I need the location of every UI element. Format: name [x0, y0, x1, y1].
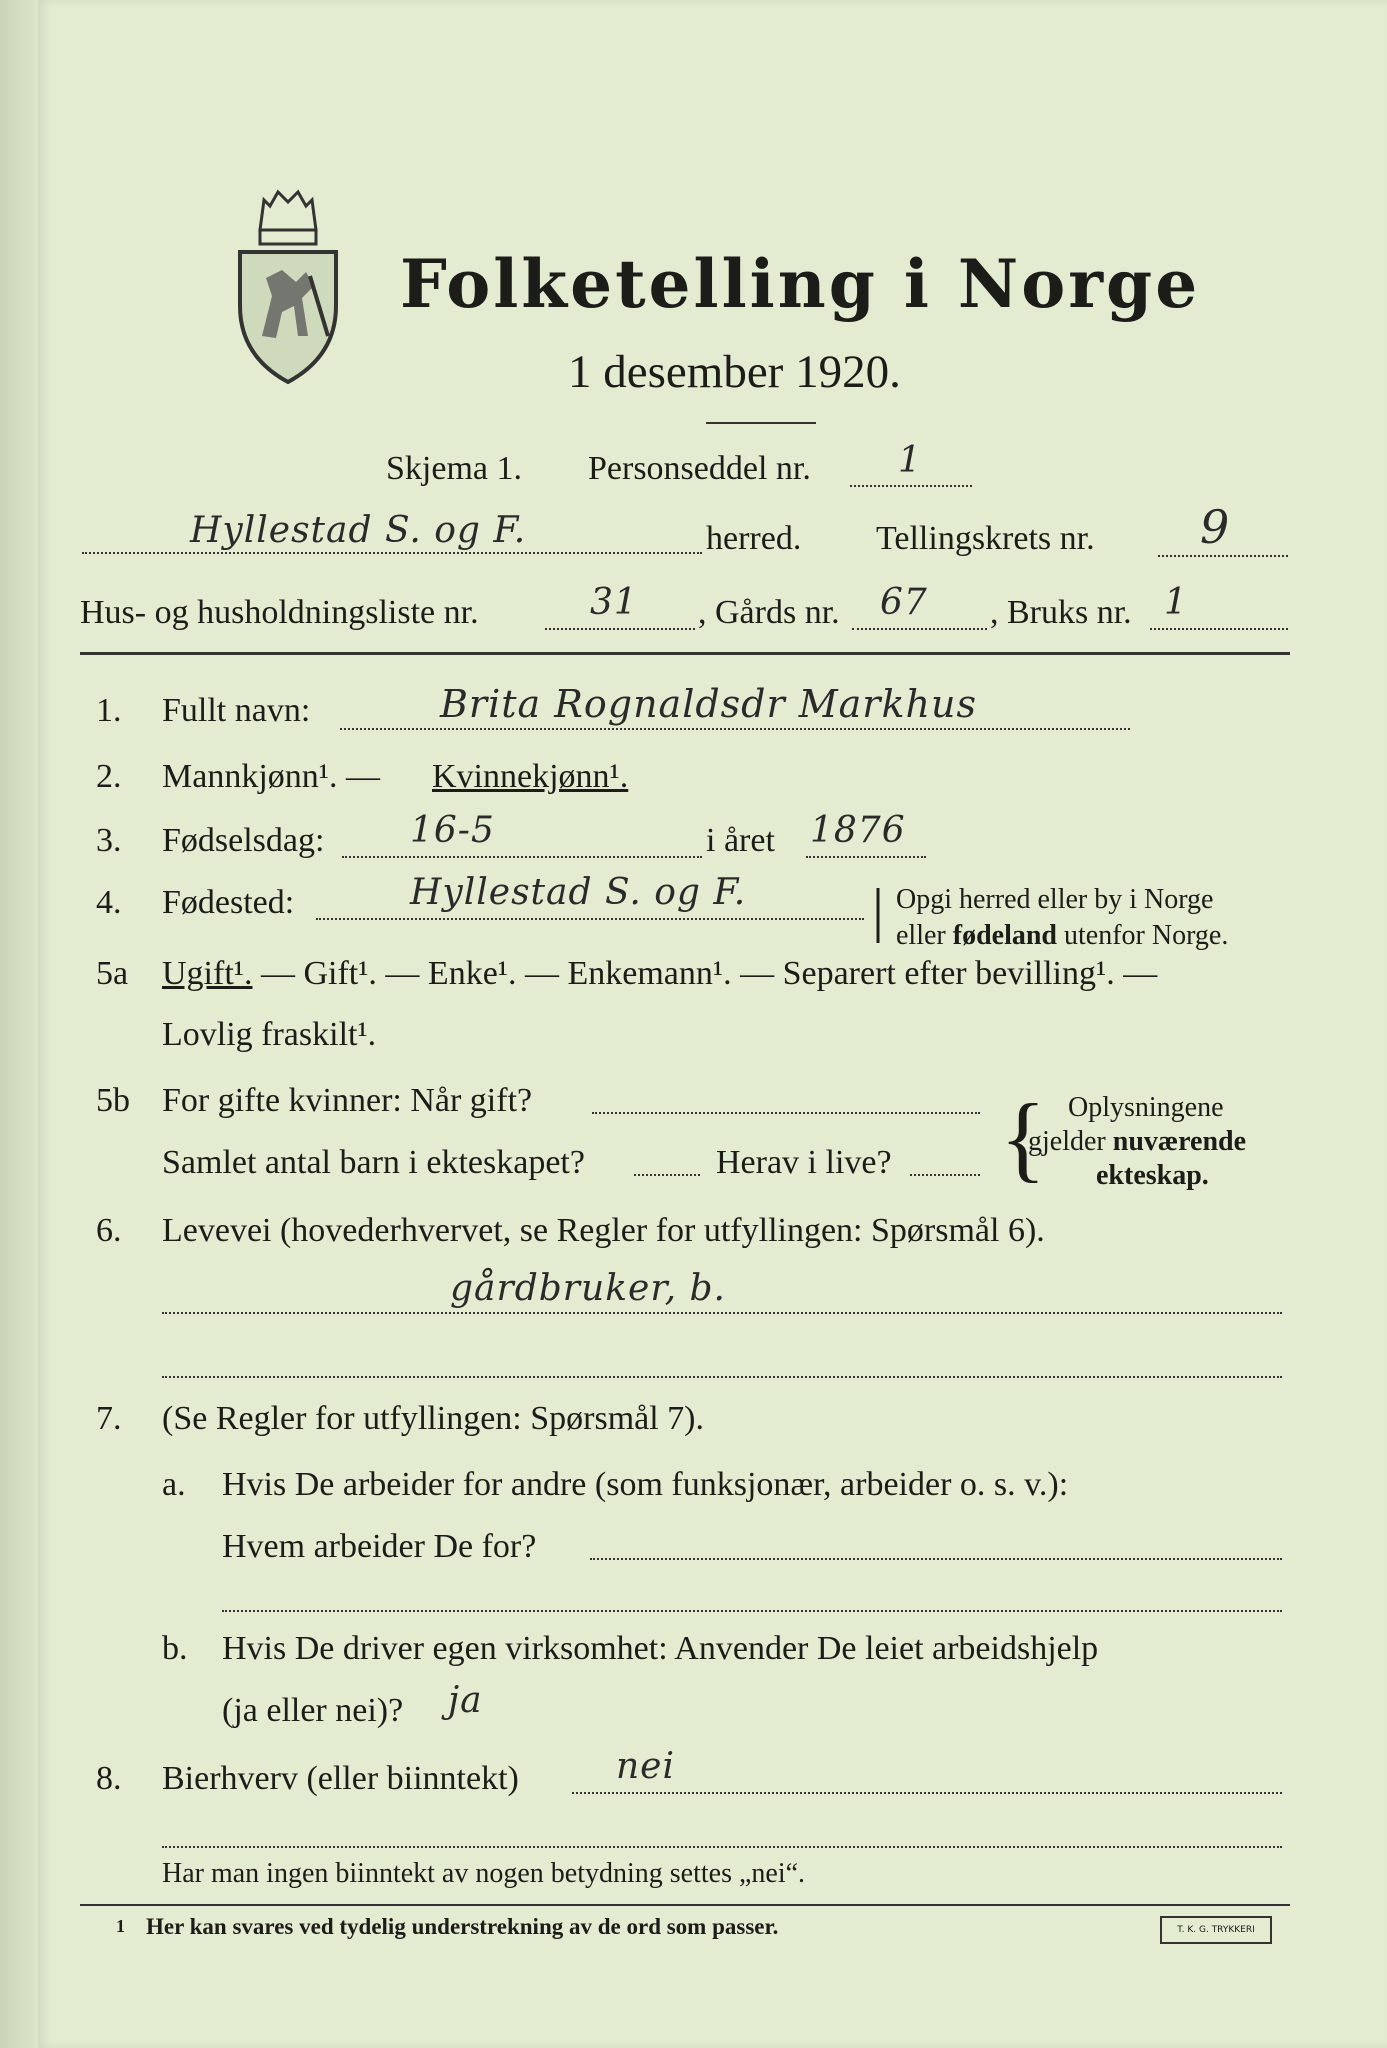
- occupation-line-2: [162, 1376, 1282, 1378]
- census-date: 1 desember 1920.: [568, 346, 901, 398]
- herred-label: herred.: [706, 520, 802, 557]
- gender-female-option[interactable]: Kvinnekjønn¹.: [432, 758, 629, 795]
- marital-status-options: [162, 955, 1157, 993]
- personseddel-value[interactable]: 1: [898, 440, 922, 481]
- full-name-value[interactable]: Brita Rognaldsdr Markhus: [440, 682, 977, 726]
- personseddel-label: Personseddel nr.: [588, 450, 811, 487]
- marriage-note-line2: gjelder nuværende: [1028, 1126, 1247, 1157]
- coat-of-arms-emblem: [232, 186, 344, 386]
- birthplace-value[interactable]: Hyllestad S. og F.: [410, 872, 747, 913]
- footnote-mark: 1: [116, 1916, 125, 1936]
- title-divider: [706, 422, 816, 424]
- marriage-note-line1: Oplysningene: [1068, 1092, 1224, 1123]
- bruks-line: [1150, 628, 1288, 630]
- q4-number: 4.: [96, 884, 122, 921]
- birth-year-value[interactable]: 1876: [810, 810, 906, 851]
- marital-other-options[interactable]: — Gift¹. — Enke¹. — Enkemann¹. — Separert efter bevilling¹. —: [252, 955, 1158, 992]
- q2-number: 2.: [96, 758, 122, 795]
- husliste-line: [545, 628, 695, 630]
- children-line: [634, 1174, 700, 1176]
- q5b-when-married-label: For gifte kvinner: Når gift?: [162, 1082, 533, 1119]
- occupation-line-1: [162, 1312, 1282, 1314]
- q6-label: Levevei (hovederhvervet, se Regler for utfyllingen: Spørsmål 6).: [162, 1212, 1045, 1249]
- marriage-note-brace: {: [1000, 1084, 1047, 1191]
- q6-number: 6.: [96, 1212, 122, 1249]
- alive-line: [910, 1174, 980, 1176]
- skjema-label: Skjema 1.: [386, 450, 522, 487]
- gards-value[interactable]: 67: [880, 582, 928, 623]
- q7a-letter: a.: [162, 1466, 186, 1503]
- q1-label: Fullt navn:: [162, 692, 311, 729]
- q1-line: [340, 728, 1130, 730]
- marital-ugift-option[interactable]: Ugift¹.: [162, 955, 253, 992]
- birth-year-label: i året: [706, 822, 775, 859]
- herred-value[interactable]: Hyllestad S. og F.: [190, 510, 527, 551]
- when-married-line: [592, 1112, 980, 1114]
- gards-line: [852, 628, 987, 630]
- q8-label: Bierhverv (eller biinntekt): [162, 1760, 519, 1797]
- page-binding-edge: [0, 0, 38, 2048]
- q3-label: Fødselsdag:: [162, 822, 325, 859]
- birthplace-note-line2: eller fødeland utenfor Norge.: [896, 920, 1229, 951]
- q7a-label-1: Hvis De arbeider for andre (som funksjonær, arbeider o. s. v.):: [222, 1466, 1069, 1503]
- side-income-value[interactable]: nei: [616, 1746, 676, 1787]
- birthday-line: [342, 856, 702, 858]
- birth-year-line: [806, 856, 926, 858]
- q7b-label-2: (ja eller nei)?: [222, 1692, 404, 1729]
- tellingskrets-label: Tellingskrets nr.: [876, 520, 1095, 557]
- birthplace-line: [316, 918, 864, 920]
- q7-number: 7.: [96, 1400, 122, 1437]
- q5b-number: 5b: [96, 1082, 130, 1119]
- marital-fraskilt-option[interactable]: Lovlig fraskilt¹.: [162, 1016, 377, 1053]
- bruks-value[interactable]: 1: [1164, 582, 1188, 623]
- gards-label: , Gårds nr.: [698, 594, 840, 631]
- side-income-line-2: [162, 1846, 1282, 1848]
- form-title: Folketelling i Norge: [400, 245, 1201, 323]
- marriage-note-line3: ekteskap.: [1096, 1160, 1209, 1191]
- employer-line-1: [590, 1558, 1282, 1560]
- q7b-label-1: Hvis De driver egen virksomhet: Anvender De leiet arbeidshjelp: [222, 1630, 1099, 1667]
- birthplace-note-brace: |: [872, 877, 885, 943]
- q7a-label-2: Hvem arbeider De for?: [222, 1528, 537, 1565]
- q1-number: 1.: [96, 692, 122, 729]
- header-divider: [80, 652, 1290, 655]
- birthday-value[interactable]: 16-5: [410, 810, 495, 851]
- herred-line: [82, 552, 702, 554]
- hired-help-value[interactable]: ja: [448, 1680, 483, 1721]
- bruks-label: , Bruks nr.: [990, 594, 1132, 631]
- side-income-note: Har man ingen biinntekt av nogen betydning settes „nei“.: [162, 1858, 806, 1889]
- birthplace-note-line1: Opgi herred eller by i Norge: [896, 884, 1214, 915]
- q7-label: (Se Regler for utfyllingen: Spørsmål 7).: [162, 1400, 705, 1437]
- q8-number: 8.: [96, 1760, 122, 1797]
- husliste-value[interactable]: 31: [590, 582, 638, 623]
- q4-label: Fødested:: [162, 884, 295, 921]
- footnote-text: Her kan svares ved tydelig understrekning av de ord som passer.: [146, 1914, 779, 1939]
- q3-number: 3.: [96, 822, 122, 859]
- personseddel-line: [850, 485, 972, 487]
- side-income-line-1: [572, 1792, 1282, 1794]
- husliste-label: Hus- og husholdningsliste nr.: [80, 594, 479, 631]
- employer-line-2: [222, 1610, 1282, 1612]
- printer-stamp: T. K. G. TRYKKERI: [1160, 1916, 1272, 1944]
- gender-male-option[interactable]: Mannkjønn¹. —: [162, 758, 380, 795]
- q5a-number: 5a: [96, 955, 129, 992]
- q5b-children-label: Samlet antal barn i ekteskapet?: [162, 1144, 585, 1181]
- q5b-alive-label: Herav i live?: [716, 1144, 892, 1181]
- occupation-value[interactable]: gårdbruker, b.: [450, 1268, 726, 1309]
- tellingskrets-value[interactable]: 9: [1200, 500, 1231, 554]
- q7b-letter: b.: [162, 1630, 188, 1667]
- tellingskrets-line: [1158, 555, 1288, 557]
- footnote-divider: [80, 1904, 1290, 1906]
